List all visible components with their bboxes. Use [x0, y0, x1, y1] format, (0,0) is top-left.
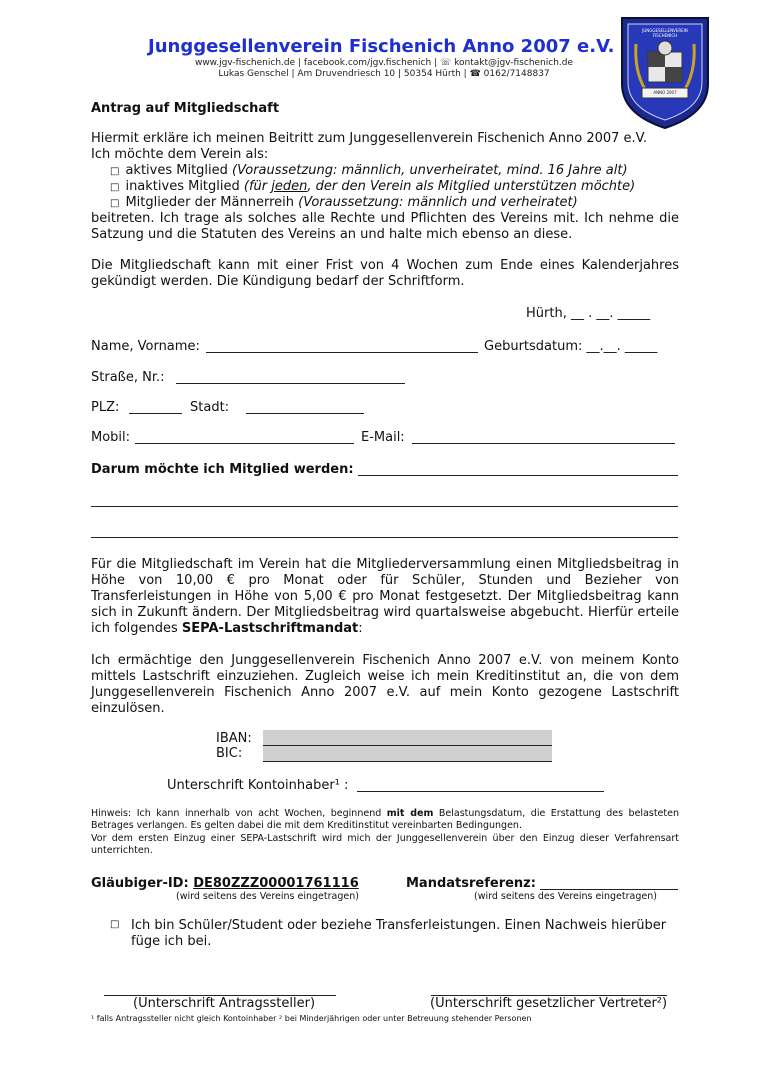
form-heading: Antrag auf Mitgliedschaft [91, 101, 280, 116]
name-label: Name, Vorname: [91, 339, 200, 354]
student-checkbox[interactable]: □ [110, 919, 120, 930]
creditor-note: (wird seitens des Vereins eingetragen) [176, 891, 359, 902]
club-crest-logo [618, 14, 712, 130]
mandate-paragraph: Ich ermächtige den Junggesellenverein Fischenich Anno 2007 e.V. von meinem Konto mittels Lastschrift einzuziehen. Zugleich weise ich mein Kreditinstitut an, die von dem Junggesellenverein Fischenich Anno 2007 e.V. auf mein Konto gezogene Lastschrift einzulösen. [91, 653, 679, 716]
reason-line-3[interactable] [91, 525, 678, 538]
mandate-ref-note: (wird seitens des Vereins eingetragen) [474, 891, 657, 902]
applicant-signature-field[interactable] [104, 983, 336, 996]
intro-declaration: Hiermit erkläre ich meinen Beitritt zum Junggesellenverein Fischenich Anno 2007 e.V. [91, 131, 648, 146]
mobile-label: Mobil: [91, 430, 131, 445]
plz-label: PLZ: [91, 400, 120, 415]
crest-text-bottom: ANNO 2007 [653, 90, 677, 95]
bic-field[interactable] [263, 746, 552, 762]
refund-hint: Hinweis: Ich kann innerhalb von acht Wochen, beginnend mit dem Belastungsdatum, die Erstattung des belasteten Betrages verlangen. Es gelten dabei die mit dem Kreditinstitut vereinbarten Bedingungen. [91, 808, 679, 831]
guardian-signature-label: (Unterschrift gesetzlicher Vertreter²) [430, 996, 668, 1011]
bic-label: BIC: [216, 746, 243, 761]
iban-field[interactable] [263, 730, 552, 746]
termination-notice: Die Mitgliedschaft kann mit einer Frist von 4 Wochen zum Ende eines Kalenderjahres gekündigt werden. Die Kündigung bedarf der Schriftform. [91, 258, 679, 289]
checkbox-icon[interactable]: □ [110, 182, 120, 193]
email-field[interactable] [412, 431, 675, 444]
mandate-ref-field[interactable] [540, 877, 678, 890]
footnote: ¹ falls Antragssteller nicht gleich Kontoinhaber ² bei Minderjährigen oder unter Betreuung stehender Personen [91, 1014, 532, 1023]
intro-question: Ich möchte dem Verein als: [91, 147, 269, 162]
street-field[interactable] [176, 371, 405, 384]
checkbox-icon[interactable]: □ [110, 166, 120, 177]
city-field[interactable] [246, 401, 364, 414]
mobile-field[interactable] [135, 431, 354, 444]
reason-label: Darum möchte ich Mitglied werden: [91, 462, 354, 477]
guardian-signature-field[interactable] [431, 983, 667, 996]
applicant-signature-label: (Unterschrift Antragssteller) [133, 996, 316, 1011]
intro-obligations: beitreten. Ich trage als solches alle Rechte und Pflichten des Vereins mit. Ich nehme die Satzung und die Statuten des Vereins an und halte mich ebenso an diese. [91, 211, 679, 242]
option-inactive-member[interactable]: □ inaktives Mitglied (für jeden, der den Verein als Mitglied unterstützen möchte) [110, 179, 636, 194]
creditor-id: Gläubiger-ID: DE80ZZZ00001761116 [91, 876, 359, 891]
reason-field[interactable] [358, 463, 678, 476]
creditor-id-value: DE80ZZZ00001761116 [193, 876, 359, 891]
place-date-field[interactable]: Hürth, __ . __. _____ [526, 306, 651, 321]
plz-field[interactable] [129, 401, 182, 414]
option-mens-group[interactable]: □ Mitglieder der Männerreih (Voraussetzung: männlich und verheiratet) [110, 195, 578, 210]
sepa-mandate-title: SEPA-Lastschriftmandat [181, 621, 359, 636]
contact-line-address: Lukas Genschel | Am Druvendriesch 10 | 50354 Hürth | ☎ 0162/7148837 [218, 69, 550, 79]
birthdate-field[interactable]: Geburtsdatum: __.__. _____ [484, 339, 658, 354]
name-field[interactable] [206, 340, 478, 353]
city-label: Stadt: [190, 400, 230, 415]
account-signature-field[interactable] [357, 779, 604, 792]
contact-line-web: www.jgv-fischenich.de | facebook.com/jgv.fischenich | ☏ kontakt@jgv-fischenich.de [194, 58, 574, 68]
mandate-ref-label: Mandatsreferenz: [406, 876, 536, 891]
prenotification-hint: Vor dem ersten Einzug einer SEPA-Lastschrift wird mich der Junggesellenverein über den Einzug dieser Verfahrensart unterrichten. [91, 833, 679, 856]
crest-text-top: JUNGGESELLENVEREIN FISCHENICH [642, 28, 688, 38]
email-label: E-Mail: [361, 430, 405, 445]
reason-line-2[interactable] [91, 494, 678, 507]
fee-paragraph: Für die Mitgliedschaft im Verein hat die Mitgliederversammlung einen Mitgliedsbeitrag in Höhe von 10,00 € pro Monat oder für Schüler, Stunden und Bezieher von Transferleistungen in Höhe von 5,00 € pro Monat festgesetzt. Der Mitgliedsbeitrag kann sich in Zukunft ändern. Der Mitgliedsbeitrag wird quartalsweise abgebucht. Hierfür erteile ich folgendes SEPA-Lastschriftmandat: [91, 557, 679, 636]
street-label: Straße, Nr.: [91, 370, 165, 385]
account-signature-label: Unterschrift Kontoinhaber¹ : [167, 778, 349, 793]
checkbox-icon[interactable]: □ [110, 198, 120, 209]
student-statement: Ich bin Schüler/Student oder beziehe Transferleistungen. Einen Nachweis hierüber füge ich bei. [131, 918, 667, 949]
option-active-member[interactable]: □ aktives Mitglied (Voraussetzung: männlich, unverheiratet, mind. 16 Jahre alt) [110, 163, 628, 178]
iban-label: IBAN: [216, 731, 252, 746]
club-title: Junggesellenverein Fischenich Anno 2007 e.V. [148, 36, 615, 57]
